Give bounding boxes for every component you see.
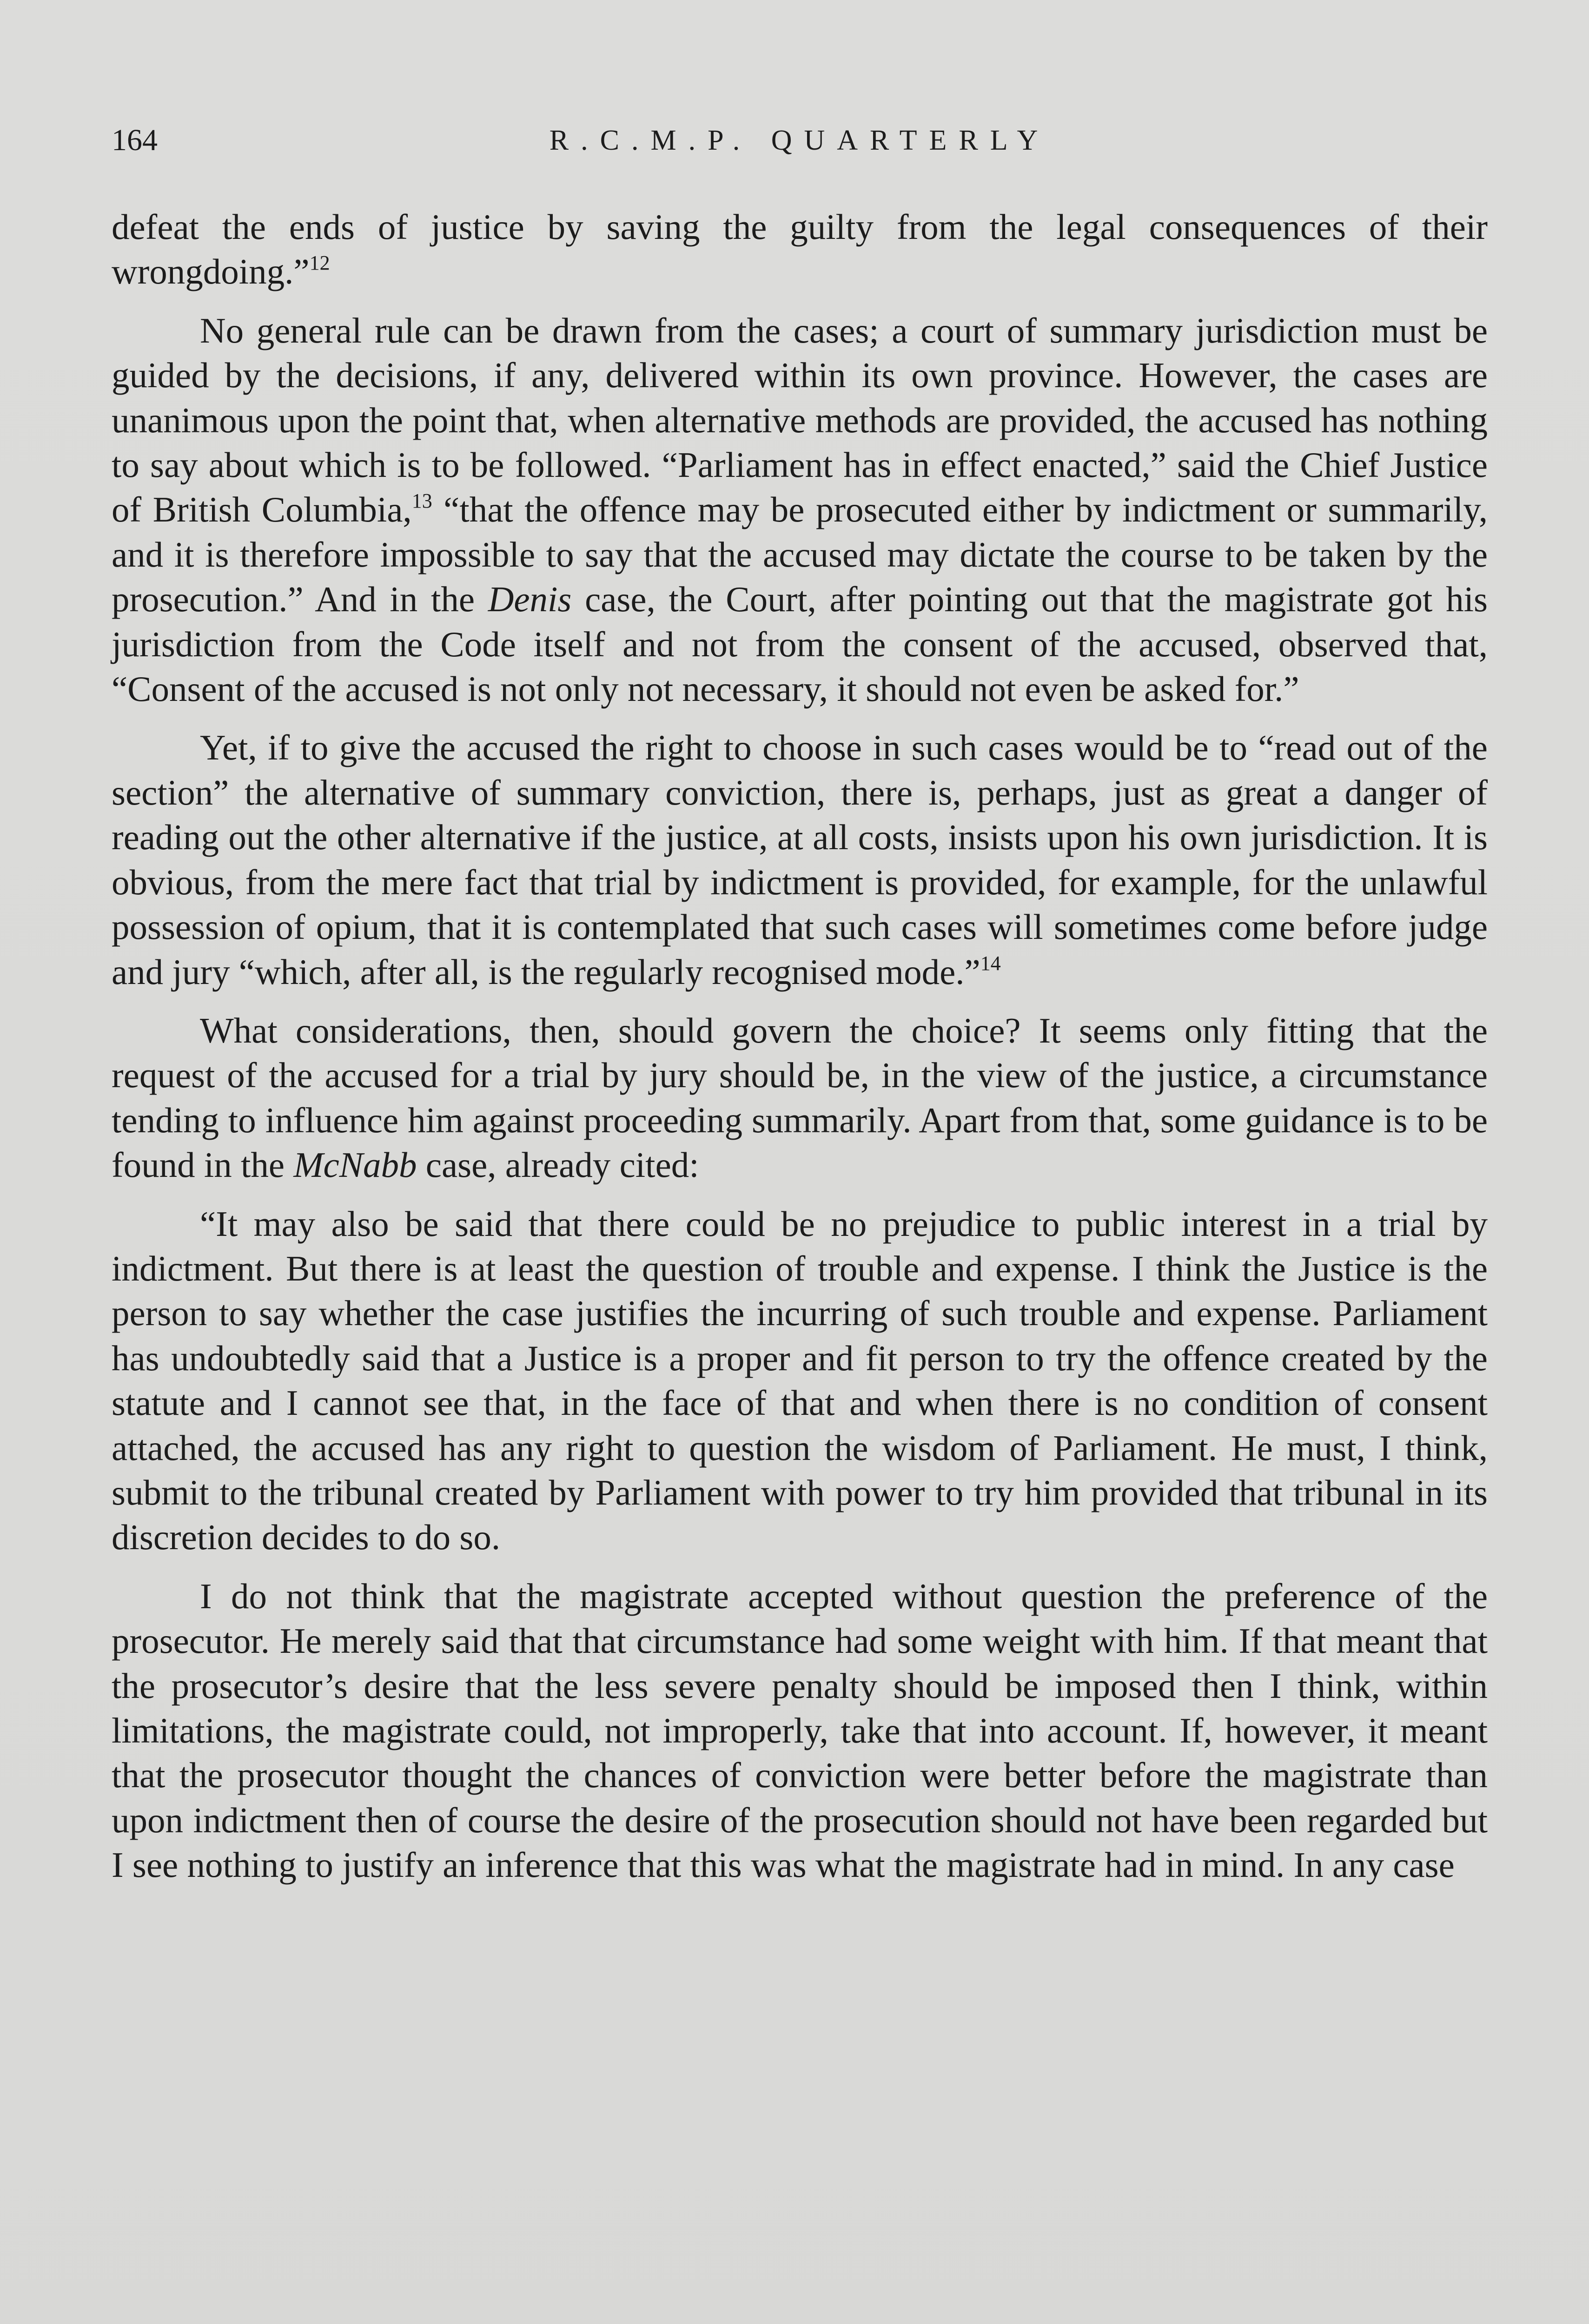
paragraph-text: case, the Court, after pointing out that the magistrate got his jurisdiction from the Code itself and not from the consent of the accused, observed that, “Consent of the accused is not only not necessary, it should not even be asked for.” <box>112 579 1488 709</box>
paragraph <box>112 308 1488 712</box>
page-number: 164 <box>112 123 158 157</box>
paragraph-text: case, already cited: <box>417 1145 699 1185</box>
paragraph <box>112 725 1488 994</box>
paragraph-text: No general rule can be drawn from the cases; a court of summary jurisdiction must be guided by the decisions, if any, delivered within its own province. However, the cases are unanimous upon the point that, when alternative methods are provided, the accused has nothing to say about which is to be followed. “Parliament has in effect enacted,” said the Chief Justice of British Columbia, <box>112 310 1488 530</box>
case-name-italic: McNabb <box>293 1145 417 1185</box>
paragraph-continued <box>112 205 1488 294</box>
case-name-italic: Denis <box>488 579 572 620</box>
page-header <box>112 122 1488 159</box>
paragraph-text: defeat the ends of justice by saving the guilty from the legal consequences of their wrongdoing.” <box>112 207 1488 292</box>
block-quote-paragraph: “It may also be said that there could be no prejudice to public interest in a trial by indictment. But there is at least the question of trouble and expense. I think the Justice is the person to say whether the case justifies the incurring of such trouble and expense. Parliament has undoubtedly said that a Justice is a proper and fit person to try the offence created by the statute and I cannot see that, in the face of that and when there is no condition of consent attached, the accused has any right to question the wisdom of Parliament. He must, I think, submit to the tribunal created by Parliament with power to try him provided that tribunal in its discretion decides to do so. <box>112 1203 1488 1558</box>
paragraph <box>112 1008 1488 1188</box>
paragraph-text: What considerations, then, should govern the choice? It seems only fitting that the request of the accused for a trial by jury should be, in the view of the justice, a circumstance tending to influence him against proceeding summarily. Apart from that, some guidance is to be found in the <box>112 1010 1488 1185</box>
footnote-ref: 12 <box>309 251 330 275</box>
footnote-ref: 14 <box>980 951 1001 975</box>
paragraph-text: Yet, if to give the accused the right to choose in such cases would be to “read out of the section” the alternative of summary conviction, there is, perhaps, just as great a danger of reading out the other alternative if the justice, at all costs, insists upon his own jurisdiction. It is obvious, from the mere fact that trial by indictment is provided, for example, for the unlawful possession of opium, that it is contemplated that such cases will sometimes come before judge and jury “which, after all, is the regularly recognised mode.” <box>112 727 1488 992</box>
running-title: R.C.M.P. QUARTERLY <box>549 125 1050 156</box>
body-text <box>112 205 1488 1888</box>
paragraph-text: “that the offence may be prosecuted either by indictment or summarily, and it is therefore impossible to say that the accused may dictate the course to be taken by the prosecution.” And in the <box>112 489 1488 620</box>
footnote-ref: 13 <box>411 489 432 513</box>
block-quote-paragraph: I do not think that the magistrate accepted without question the preference of the prosecutor. He merely said that that circumstance had some weight with him. If that meant that the prosecutor’s desire that the less severe penalty should be imposed then I think, within limitations, the magistrate could, not improperly, take that into account. If, however, it meant that the prosecutor thought the chances of conviction were better before the magistrate than upon indictment then of course the desire of the prosecution should not have been regarded but I see nothing to justify an inference that this was what the magistrate had in mind. In any case <box>112 1576 1488 1885</box>
